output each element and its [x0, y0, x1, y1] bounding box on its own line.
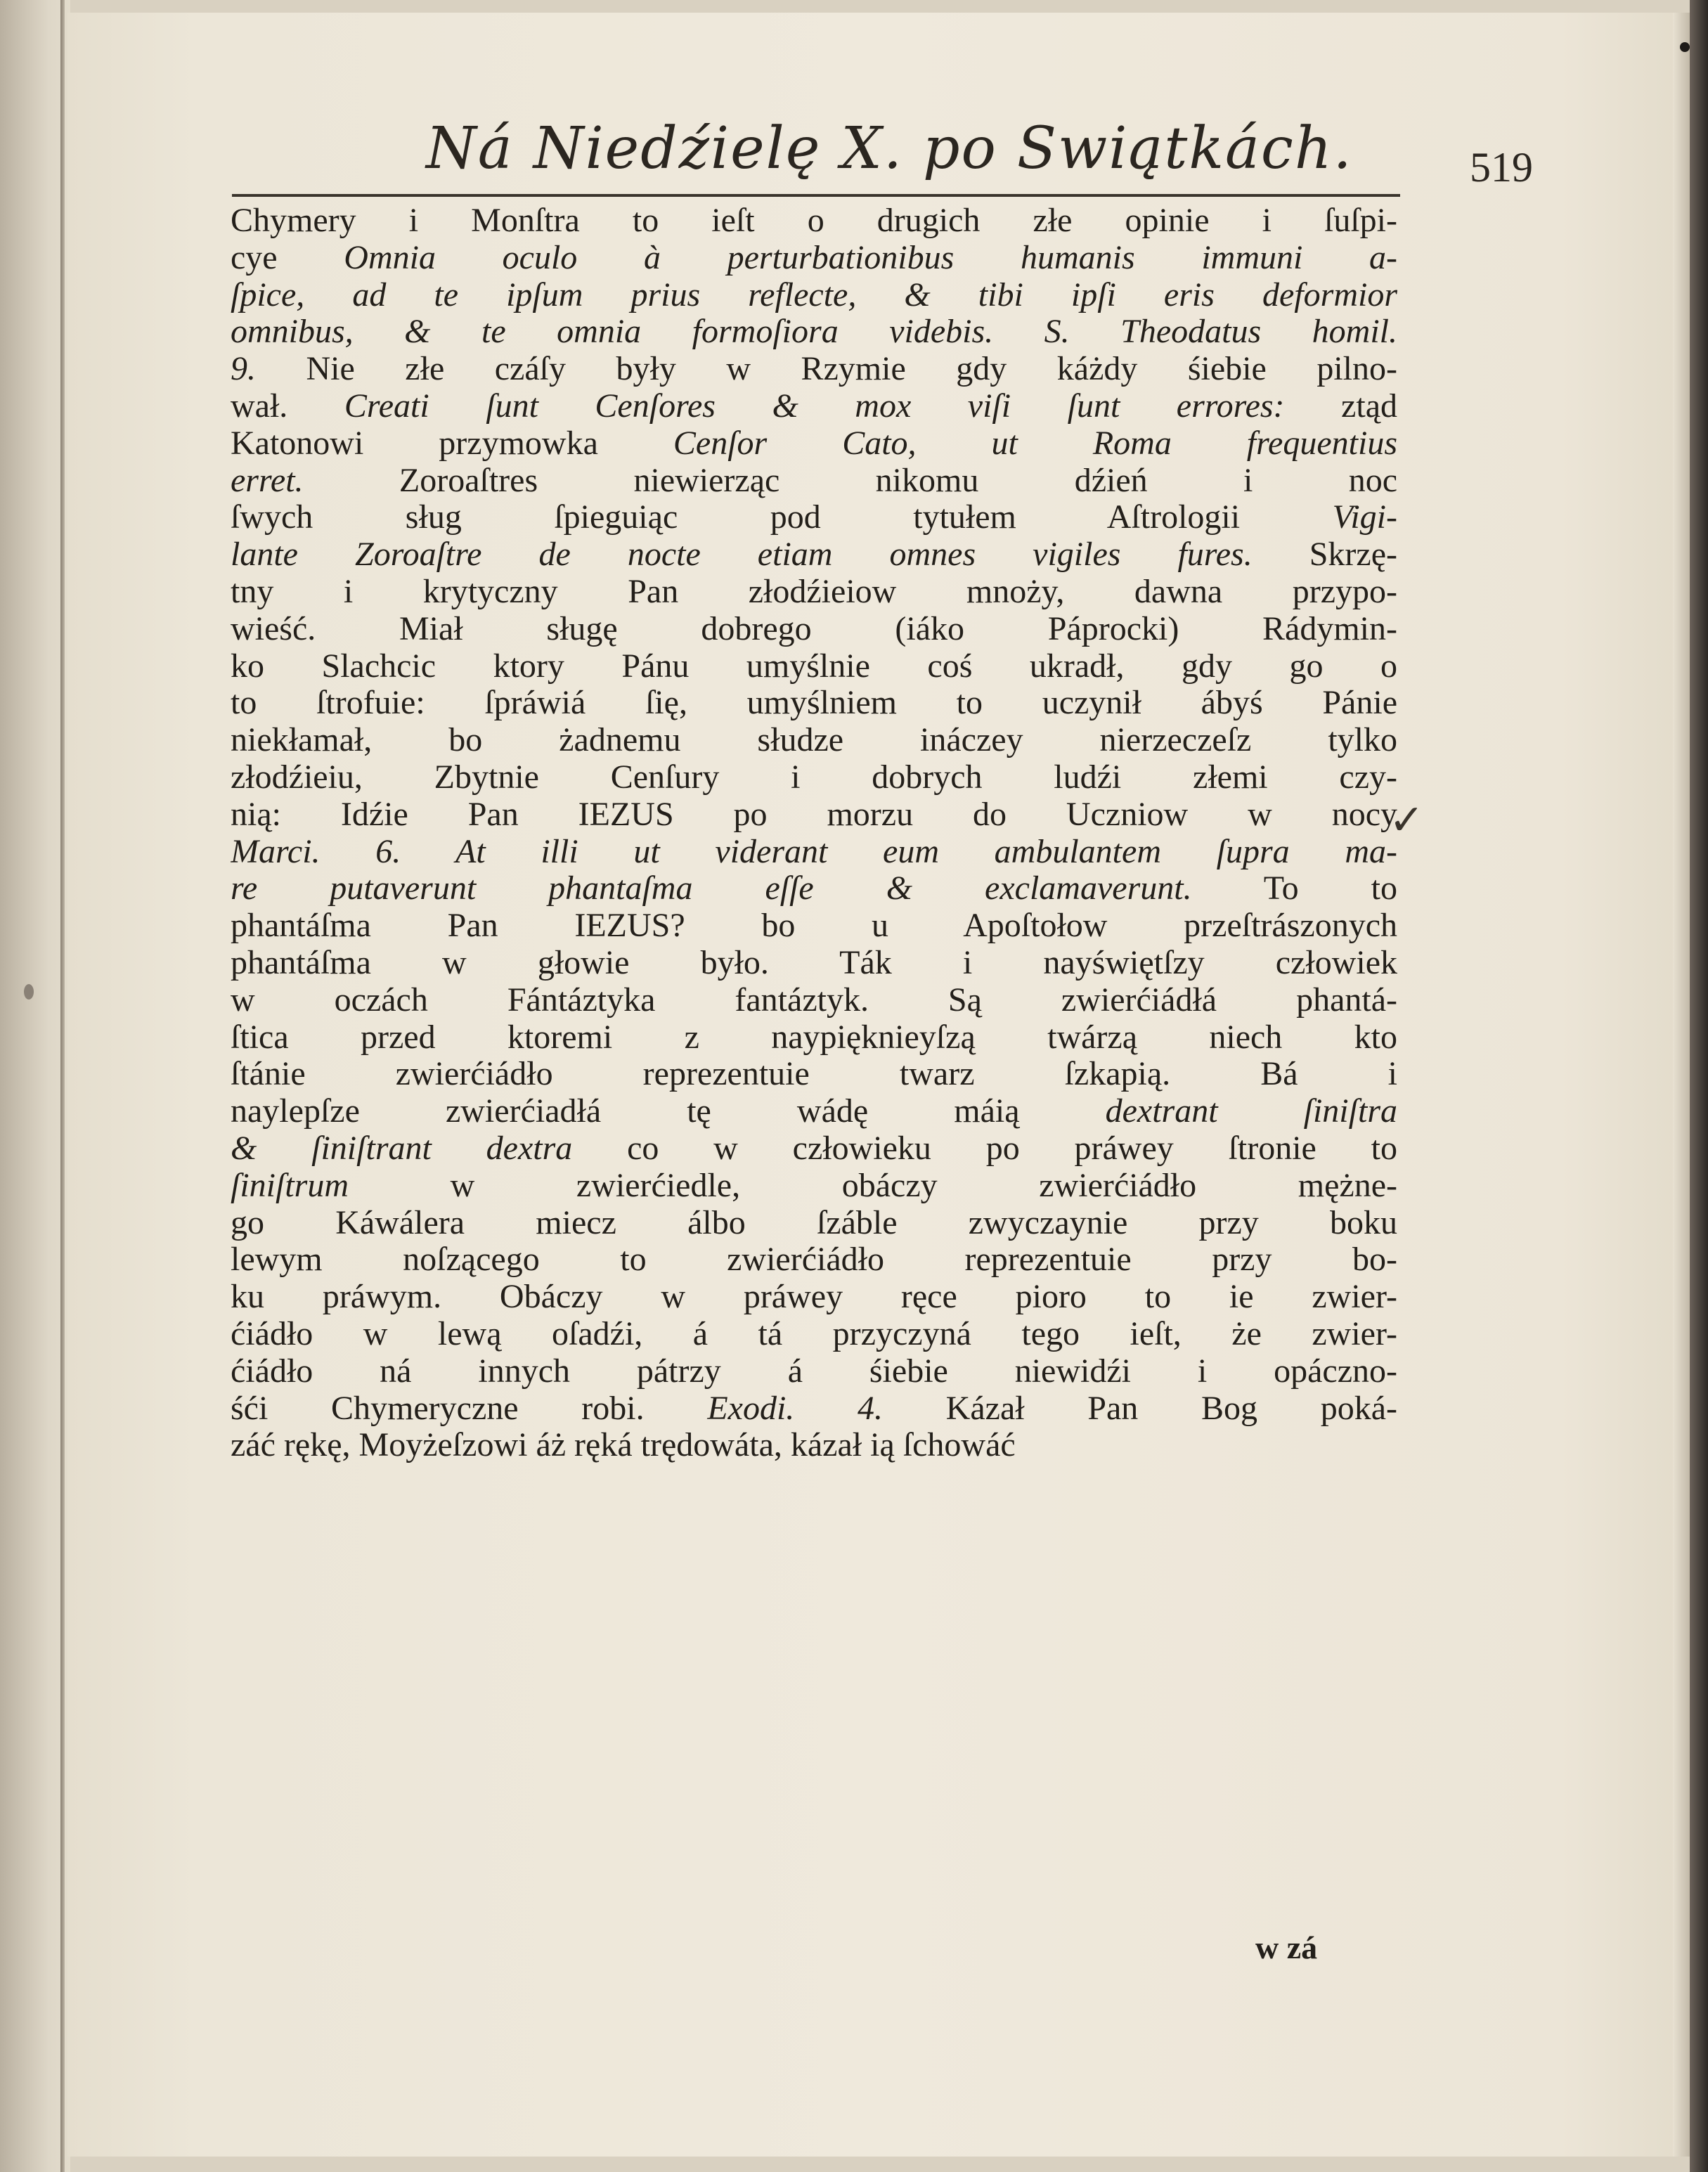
- scan-speck: [1680, 42, 1690, 52]
- latin-italic-text: lante Zoroaſtre de nocte etiam omnes vigiles fures.: [231, 536, 1253, 574]
- text-line: [231, 1316, 1397, 1353]
- latin-italic-text: Creati ſunt Cenſores & mox viſi ſunt errores:: [344, 387, 1285, 425]
- roman-text: Katonowi przymowka: [231, 425, 673, 462]
- text-line: [231, 1056, 1397, 1093]
- roman-text: wał.: [231, 387, 344, 425]
- text-line: [231, 388, 1397, 425]
- text-line: [231, 240, 1397, 277]
- roman-text: ku práwym. Obáczy w práwey ręce pioro to ie zwier-: [231, 1279, 1397, 1316]
- roman-text: naylepſze zwierćiadłá tę wádę máią: [231, 1093, 1106, 1130]
- text-line: [231, 1390, 1397, 1428]
- roman-text: záć rękę, Moyżeſzowi áż ręká trędowáta, kázał ią ſchowáć: [231, 1427, 1016, 1464]
- roman-text: nią: Idźie Pan IEZUS po morzu do Uczniow w nocy: [231, 796, 1397, 833]
- scan-border: [1690, 0, 1708, 2172]
- roman-text: Skrzę-: [1252, 536, 1397, 574]
- text-line: [231, 611, 1397, 648]
- text-line: [231, 1427, 1397, 1464]
- roman-text: phantáſma Pan IEZUS? bo u Apoſtołow przeſtrászonych: [231, 907, 1397, 945]
- roman-text: niekłamał, bo żadnemu słudze ináczey nierzeczeſz tylko: [231, 722, 1397, 759]
- text-line: [231, 1130, 1397, 1168]
- roman-text: ćiádło ná innych pátrzy á śiebie niewidźi i opáczno-: [231, 1352, 1397, 1390]
- roman-text: Nie złe czáſy były w Rzymie gdy káżdy śiebie pilno-: [256, 351, 1397, 388]
- page-edge-shadow: [1673, 13, 1691, 2157]
- latin-italic-text: Vigi-: [1332, 499, 1397, 536]
- text-line: [231, 1353, 1397, 1390]
- roman-text: To to: [1191, 870, 1397, 907]
- text-line: [231, 1093, 1397, 1130]
- text-line: [231, 1205, 1397, 1242]
- text-line: [231, 796, 1397, 834]
- roman-text: go Káwálera miecz álbo ſzáble zwyczaynie przy boku: [231, 1204, 1397, 1241]
- left-page-gutter: [0, 0, 70, 2172]
- text-line: [231, 1279, 1397, 1316]
- text-line: [231, 648, 1397, 685]
- latin-italic-text: Marci. 6. At illi ut viderant eum ambulantem ſupra ma-: [231, 833, 1397, 870]
- paper-speck: [24, 984, 34, 1000]
- binding-gutter: [60, 0, 65, 2172]
- roman-text: śći Chymeryczne robi.: [231, 1390, 708, 1427]
- page-number: 519: [1470, 144, 1533, 190]
- text-line: [231, 277, 1397, 314]
- text-line: [231, 870, 1397, 907]
- roman-text: co w człowieku po práwey ſtronie to: [572, 1130, 1397, 1167]
- text-line: [231, 463, 1397, 500]
- roman-text: tny i krytyczny Pan złodźieiow mnoży, dawna przypo-: [231, 573, 1397, 610]
- catchword: w zá: [1255, 1929, 1318, 1965]
- text-line: [231, 907, 1397, 945]
- text-line: [231, 1019, 1397, 1056]
- text-line: [231, 685, 1397, 722]
- roman-text: Zoroaſtres niewierząc nikomu dźień i noc: [303, 462, 1397, 499]
- latin-italic-text: erret.: [231, 462, 304, 499]
- roman-text: w oczách Fántáztyka fantáztyk. Są zwierćiádłá phantá-: [231, 981, 1397, 1019]
- roman-text: ztąd: [1284, 387, 1397, 425]
- text-line: [231, 536, 1397, 574]
- page-header: [166, 105, 1533, 197]
- latin-italic-text: Omnia oculo à perturbationibus humanis immuni a-: [344, 239, 1397, 276]
- text-line: [231, 722, 1397, 759]
- roman-text: wieść. Miał sługę dobrego (iáko Páprocki) Rádymin-: [231, 610, 1397, 647]
- text-line: [231, 499, 1397, 536]
- text-line: [231, 351, 1397, 388]
- latin-italic-text: omnibus, & te omnia formoſiora videbis. S. Theodatus homil.: [231, 313, 1397, 351]
- header-rule: [232, 194, 1400, 197]
- text-line: [231, 1241, 1397, 1279]
- body-text: [231, 202, 1397, 1464]
- latin-italic-text: & ſiniſtrant dextra: [231, 1130, 573, 1167]
- text-line: [231, 425, 1397, 463]
- text-line: [231, 1168, 1397, 1205]
- text-line: [231, 202, 1397, 240]
- latin-italic-text: Cenſor Cato, ut Roma frequentius: [673, 425, 1397, 462]
- roman-text: phantáſma w głowie było. Ták i nayświętſzy człowiek: [231, 944, 1397, 981]
- roman-text: cye: [231, 239, 344, 276]
- roman-text: ćiádło w lewą oſadźi, á tá przyczyná tego ieſt, że zwier-: [231, 1315, 1397, 1352]
- roman-text: to ſtrofuie: ſpráwiá ſię, umyślniem to uczynił ábyś Pánie: [231, 685, 1397, 722]
- latin-italic-text: ſiniſtrum: [231, 1167, 349, 1204]
- latin-italic-text: 9.: [231, 351, 256, 388]
- text-line: [231, 945, 1397, 982]
- text-line: [231, 834, 1397, 871]
- text-line: [231, 313, 1397, 351]
- latin-italic-text: Exodi. 4.: [707, 1390, 883, 1427]
- running-title: Ná Niedźielę X. po Swiątkách.: [426, 115, 1353, 182]
- text-line: [231, 759, 1397, 796]
- roman-text: Kázał Pan Bog poká-: [882, 1390, 1397, 1427]
- roman-text: Chymery i Monſtra to ieſt o drugich złe opinie i ſuſpi-: [231, 202, 1397, 239]
- roman-text: ko Slachcic ktory Pánu umyślnie coś ukradł, gdy go o: [231, 647, 1397, 685]
- roman-text: ſwych sług ſpieguiąc pod tytułem Aſtrologii: [231, 499, 1333, 536]
- roman-text: złodźieiu, Zbytnie Cenſury i dobrych ludźi złemi czy-: [231, 758, 1397, 796]
- book-page: [67, 13, 1691, 2157]
- roman-text: ſtánie zwierćiádło reprezentuie twarz ſzkapią. Bá i: [231, 1056, 1397, 1093]
- latin-italic-text: ſpice, ad te ipſum prius reflecte, & tibi ipſi eris deformior: [231, 276, 1397, 313]
- latin-italic-text: re putaverunt phantaſma eſſe & exclamaverunt.: [231, 870, 1192, 907]
- text-line: [231, 574, 1397, 611]
- margin-pen-mark: ✓: [1389, 796, 1425, 845]
- roman-text: w zwierćiedle, obáczy zwierćiádło mężne-: [349, 1167, 1397, 1204]
- latin-italic-text: dextrant ſiniſtra: [1105, 1093, 1397, 1130]
- text-line: [231, 982, 1397, 1019]
- roman-text: lewym noſzącego to zwierćiádło reprezentuie przy bo-: [231, 1241, 1397, 1279]
- roman-text: ſtica przed ktoremi z naypięknieyſzą twárzą niech kto: [231, 1019, 1397, 1056]
